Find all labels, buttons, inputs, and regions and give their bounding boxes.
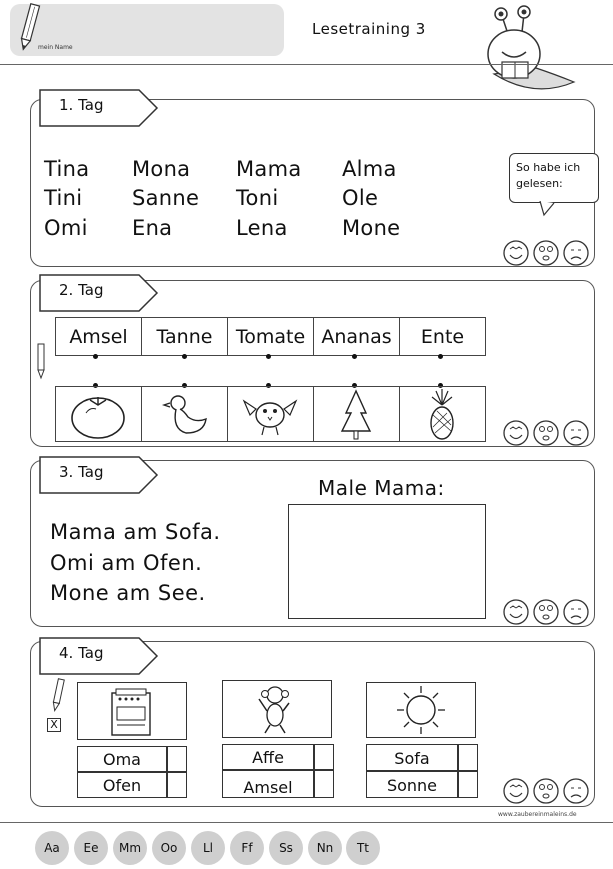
speech-bubble <box>509 153 599 203</box>
answer-checkbox[interactable] <box>314 770 334 798</box>
word: Ole <box>342 186 379 210</box>
connect-dot[interactable] <box>182 354 187 359</box>
rating-smileys[interactable] <box>502 777 592 805</box>
name-label: mein Name <box>38 44 73 51</box>
rating-smileys[interactable] <box>502 419 592 447</box>
monkey-icon <box>223 681 331 737</box>
header-divider <box>0 64 613 65</box>
answer-checkbox[interactable] <box>458 771 478 798</box>
word: Mona <box>132 157 191 181</box>
pencil-icon <box>34 342 48 380</box>
answer-checkbox[interactable] <box>314 744 334 770</box>
connect-dot[interactable] <box>266 354 271 359</box>
neutral-face-icon <box>534 779 558 803</box>
day3-label: 3. Tag <box>59 463 104 481</box>
day2-label: 2. Tag <box>59 281 104 299</box>
drawing-prompt: Male Mama: <box>318 476 445 500</box>
word: Omi <box>44 216 88 240</box>
tomato-icon <box>56 387 141 441</box>
snail-mascot-icon <box>474 4 578 96</box>
answer-checkbox[interactable] <box>458 744 478 771</box>
rating-smileys[interactable] <box>502 598 592 626</box>
answer-option: Ofen <box>77 772 167 798</box>
sentence: Mama am Sofa. <box>50 520 221 544</box>
sad-face-icon <box>564 421 588 445</box>
letter-chip: Ll <box>191 831 225 865</box>
picture-cell <box>313 386 400 442</box>
word-cell: Amsel <box>55 317 142 356</box>
word: Tini <box>44 186 83 210</box>
rating-smileys[interactable] <box>502 239 592 267</box>
bubble-tail-icon <box>538 201 560 219</box>
footer-divider <box>0 822 613 823</box>
neutral-face-icon <box>534 241 558 265</box>
sad-face-icon <box>564 779 588 803</box>
connect-dot[interactable] <box>93 354 98 359</box>
sad-face-icon <box>564 600 588 624</box>
picture-box <box>366 682 476 738</box>
letter-chip: Tt <box>346 831 380 865</box>
word: Sanne <box>132 186 200 210</box>
fir-tree-icon <box>314 387 399 441</box>
happy-face-icon <box>504 241 528 265</box>
day1-label: 1. Tag <box>59 96 104 114</box>
day4-tag <box>37 636 161 674</box>
drawing-box[interactable] <box>288 504 486 619</box>
picture-box <box>77 682 187 740</box>
word-cell: Tanne <box>141 317 228 356</box>
day1-tag <box>37 88 161 126</box>
day2-tag <box>37 273 161 311</box>
answer-option: Oma <box>77 746 167 772</box>
example-checkbox: X <box>47 718 61 732</box>
word: Mone <box>342 216 401 240</box>
sentence: Mone am See. <box>50 581 206 605</box>
letter-chip: Ss <box>269 831 303 865</box>
sentence: Omi am Ofen. <box>50 551 203 575</box>
picture-cell <box>55 386 142 442</box>
answer-option: Sonne <box>366 771 458 798</box>
letter-chip: Ff <box>230 831 264 865</box>
day3-tag <box>37 455 161 493</box>
word-cell: Tomate <box>227 317 314 356</box>
word-cell: Ente <box>399 317 486 356</box>
sun-icon <box>367 683 475 737</box>
word: Tina <box>44 157 90 181</box>
stove-icon <box>78 683 186 739</box>
letter-chip: Mm <box>113 831 147 865</box>
page-title: Lesetraining 3 <box>312 20 426 38</box>
picture-cell <box>141 386 228 442</box>
bird-icon <box>228 387 313 441</box>
answer-checkbox[interactable] <box>167 772 187 798</box>
word: Toni <box>236 186 279 210</box>
pencil-icon <box>50 677 66 713</box>
duck-icon <box>142 387 227 441</box>
connect-dot[interactable] <box>438 354 443 359</box>
word: Alma <box>342 157 397 181</box>
happy-face-icon <box>504 779 528 803</box>
answer-checkbox[interactable] <box>167 746 187 772</box>
connect-dot[interactable] <box>352 354 357 359</box>
letter-chip: Aa <box>35 831 69 865</box>
picture-cell <box>399 386 486 442</box>
letter-chip: Oo <box>152 831 186 865</box>
word: Lena <box>236 216 288 240</box>
answer-option: Amsel <box>222 770 314 798</box>
bubble-text: So habe ich gelesen: <box>516 161 581 190</box>
neutral-face-icon <box>534 421 558 445</box>
picture-cell <box>227 386 314 442</box>
letter-chip: Nn <box>308 831 342 865</box>
word: Mama <box>236 157 302 181</box>
footer-site: www.zaubereinmaleins.de <box>498 811 577 818</box>
word: Ena <box>132 216 173 240</box>
neutral-face-icon <box>534 600 558 624</box>
answer-option: Sofa <box>366 744 458 771</box>
word-cell: Ananas <box>313 317 400 356</box>
happy-face-icon <box>504 421 528 445</box>
happy-face-icon <box>504 600 528 624</box>
letter-chip: Ee <box>74 831 108 865</box>
day4-label: 4. Tag <box>59 644 104 662</box>
sad-face-icon <box>564 241 588 265</box>
answer-option: Affe <box>222 744 314 770</box>
pineapple-icon <box>400 387 485 441</box>
picture-box <box>222 680 332 738</box>
